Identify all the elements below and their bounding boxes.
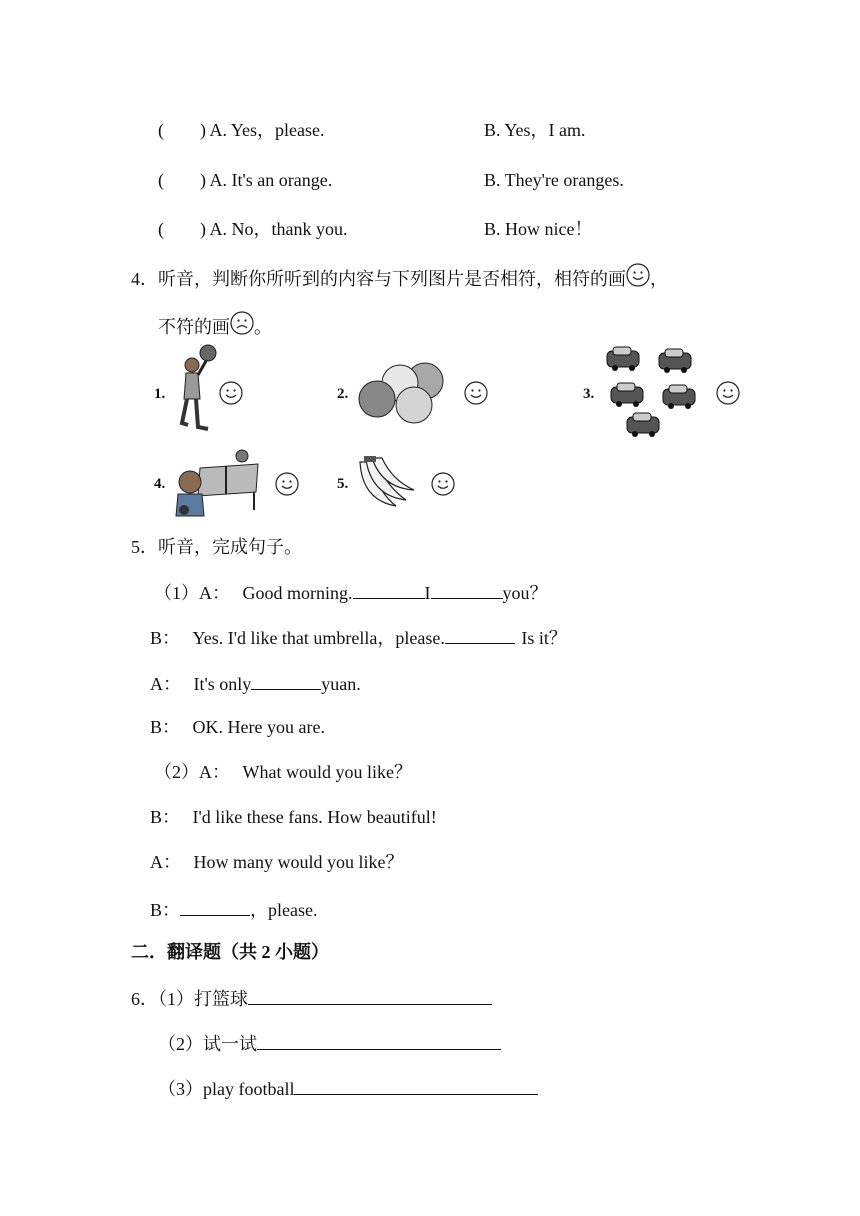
smiley-face-icon xyxy=(431,472,455,496)
q4-text2: 不符的画 xyxy=(158,317,230,337)
text: yuan. xyxy=(321,674,361,694)
option-a: A. It's an orange. xyxy=(209,170,333,190)
dialogue-label: （2）A： xyxy=(154,762,230,782)
q3-option-row-2 xyxy=(158,169,332,191)
sad-face-icon xyxy=(230,311,254,335)
q5-d2-line1 xyxy=(154,761,412,783)
fill-in-blank[interactable] xyxy=(445,625,515,644)
smiley-face-icon xyxy=(275,472,299,496)
section-2-title: 二．翻译题（共 2 小题） xyxy=(131,942,329,962)
text: It's only xyxy=(193,674,252,694)
q5-d2-line2 xyxy=(150,806,437,828)
q5-d1-line4 xyxy=(150,716,325,738)
picture-number-1: 1. xyxy=(154,386,166,402)
text: （2）试一试 xyxy=(158,1034,257,1054)
q6-item-1 xyxy=(131,986,492,1010)
fill-in-blank[interactable] xyxy=(353,580,425,599)
q3-option-b-3: B. How nice！ xyxy=(484,219,593,239)
text: Good morning. xyxy=(242,583,353,603)
picture-number-5: 5. xyxy=(337,476,349,492)
q5-d1-line3 xyxy=(150,671,361,695)
q3-option-b-1: B. Yes，I am. xyxy=(484,120,586,140)
text: 6．（1）打篮球 xyxy=(131,989,248,1009)
answer-paren: ( ) xyxy=(158,170,206,190)
text: ，please. xyxy=(250,900,318,920)
fill-in-blank[interactable] xyxy=(180,897,250,916)
q5-d2-line3 xyxy=(150,851,403,873)
text: （3）play football xyxy=(158,1079,295,1099)
fill-in-blank[interactable] xyxy=(251,671,321,690)
q5-d2-line4 xyxy=(150,897,318,921)
text: Is it？ xyxy=(521,628,567,648)
picture-number-2: 2. xyxy=(337,386,349,402)
speaker-label: B： xyxy=(150,807,181,827)
text: I'd like these fans. How beautiful! xyxy=(192,807,437,827)
smiley-face-icon xyxy=(626,263,650,287)
bananas-icon xyxy=(356,456,416,512)
text: I xyxy=(424,583,431,603)
smiley-face-icon xyxy=(219,381,243,405)
speaker-label: B： xyxy=(150,900,181,920)
balls-icon xyxy=(357,361,449,426)
answer-paren: ( ) xyxy=(158,120,206,140)
text: you？ xyxy=(502,583,548,603)
picture-number-3: 3. xyxy=(583,386,595,402)
speaker-label: A： xyxy=(150,674,181,694)
answer-paren: ( ) xyxy=(158,219,206,239)
q3-option-row-3 xyxy=(158,218,348,240)
fill-in-blank[interactable] xyxy=(257,1031,501,1050)
q4-text2-end: 。 xyxy=(254,317,272,337)
q5-d1-line1 xyxy=(154,580,548,604)
q4-text-end: ， xyxy=(650,269,668,289)
fill-in-blank[interactable] xyxy=(431,580,503,599)
picture-number-4: 4. xyxy=(154,476,166,492)
option-a: A. No，thank you. xyxy=(209,219,348,239)
fill-in-blank[interactable] xyxy=(294,1076,538,1095)
text: What would you like？ xyxy=(242,762,412,782)
text: How many would you like？ xyxy=(193,852,404,872)
speaker-label: B： xyxy=(150,628,181,648)
q3-option-b-2: B. They're oranges. xyxy=(484,170,624,190)
dialogue-label: （1）A： xyxy=(154,583,230,603)
q4-text: 4．听音，判断你所听到的内容与下列图片是否相符，相符的画 xyxy=(131,269,626,289)
speaker-label: A： xyxy=(150,852,181,872)
text: OK. Here you are. xyxy=(192,717,325,737)
option-a: A. Yes，please. xyxy=(209,120,325,140)
q3-option-row-1 xyxy=(158,119,325,141)
ping-pong-icon xyxy=(170,446,260,518)
q6-item-3 xyxy=(158,1076,538,1100)
q6-item-2 xyxy=(158,1031,501,1055)
q4-instruction-line2 xyxy=(158,316,272,338)
q4-instruction-line1 xyxy=(131,268,668,290)
q5-title: 5．听音，完成句子。 xyxy=(131,537,302,557)
speaker-label: B： xyxy=(150,717,181,737)
toy-cars-icon xyxy=(605,345,701,441)
text: Yes. I'd like that umbrella，please. xyxy=(192,628,445,648)
smiley-face-icon xyxy=(464,381,488,405)
q5-d1-line2 xyxy=(150,625,567,649)
fill-in-blank[interactable] xyxy=(248,986,492,1005)
boy-basketball-icon xyxy=(172,343,222,438)
smiley-face-icon xyxy=(716,381,740,405)
